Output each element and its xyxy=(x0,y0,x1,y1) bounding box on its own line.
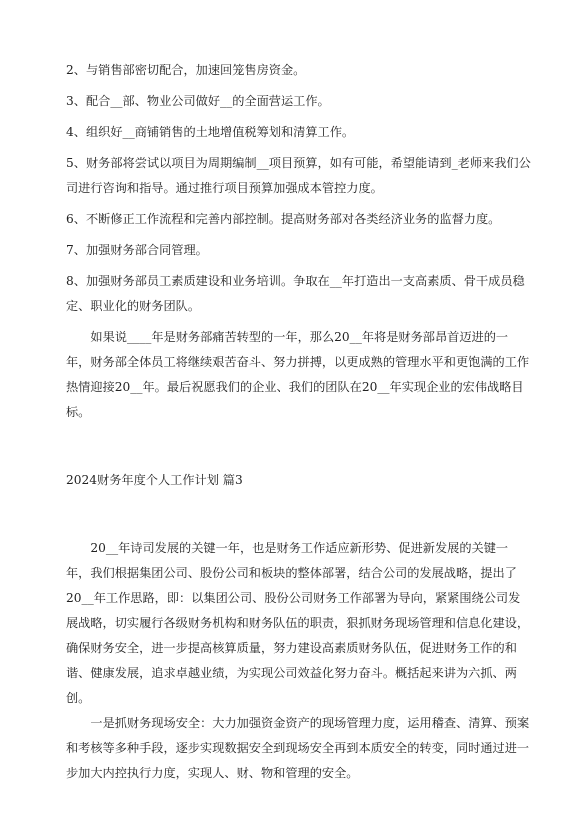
section-paragraph-2: 一是抓财务现场安全：大力加强资金资产的现场管理力度，运用稽查、清算、预案和考核等多种手段，逐步实现数据安全到现场安全再到本质安全的转变，同时通过进一步加大内控执行力度，实现人、财、物和管理的安全。 xyxy=(66,716,530,780)
list-item-8: 8、加强财务部员工素质建设和业务培训。争取在__年打造出一支高素质、骨干成员稳定、职业化的财务团队。 xyxy=(66,274,525,313)
list-item-5: 5、财务部将尝试以项目为周期编制__项目预算，如有可能，希望能请到_老师来我们公司进行咨询和指导。通过推行项目预算加强成本管控力度。 xyxy=(66,156,531,195)
list-item-4: 4、组织好__商铺销售的土地增值税筹划和清算工作。 xyxy=(66,125,355,139)
list-item-7: 7、加强财务部合同管理。 xyxy=(66,243,208,257)
list-item-3: 3、配合__部、物业公司做好__的全面营运工作。 xyxy=(66,94,330,108)
section-title: 2024财务年度个人工作计划 篇3 xyxy=(66,473,243,487)
list-item-6: 6、不断修正工作流程和完善内部控制。提高财务部对各类经济业务的监督力度。 xyxy=(66,212,501,226)
closing-paragraph: 如果说____年是财务部痛苦转型的一年，那么20__年将是财务部昂首迈进的一年，财务部全体员工将继续艰苦奋斗、努力拼搏，以更成熟的管理水平和更饱满的工作热情迎接20__年。最后祝愿我们的企业、我们的团队在20__年实现企业的宏伟战略目标。 xyxy=(66,330,530,419)
section-paragraph-1: 20__年诗司发展的关键一年，也是财务工作适应新形势、促进新发展的关键一年，我们根据集团公司、股份公司和板块的整体部署，结合公司的发展战略，提出了20__年工作思路，即：以集团公司、股份公司财务工作部署为导向，紧紧围绕公司发展战略，切实履行各级财务机构和财务队伍的职责，狠抓财务现场管理和信息化建设，确保财务安全，进一步提高核算质量，努力建设高素质财务队伍，促进财务工作的和谐、健康发展，追求卓越业绩，为实现公司效益化努力奋斗。概括起来讲为六抓、两创。 xyxy=(66,541,530,705)
list-item-2: 2、与销售部密切配合，加速回笼售房资金。 xyxy=(66,63,306,77)
